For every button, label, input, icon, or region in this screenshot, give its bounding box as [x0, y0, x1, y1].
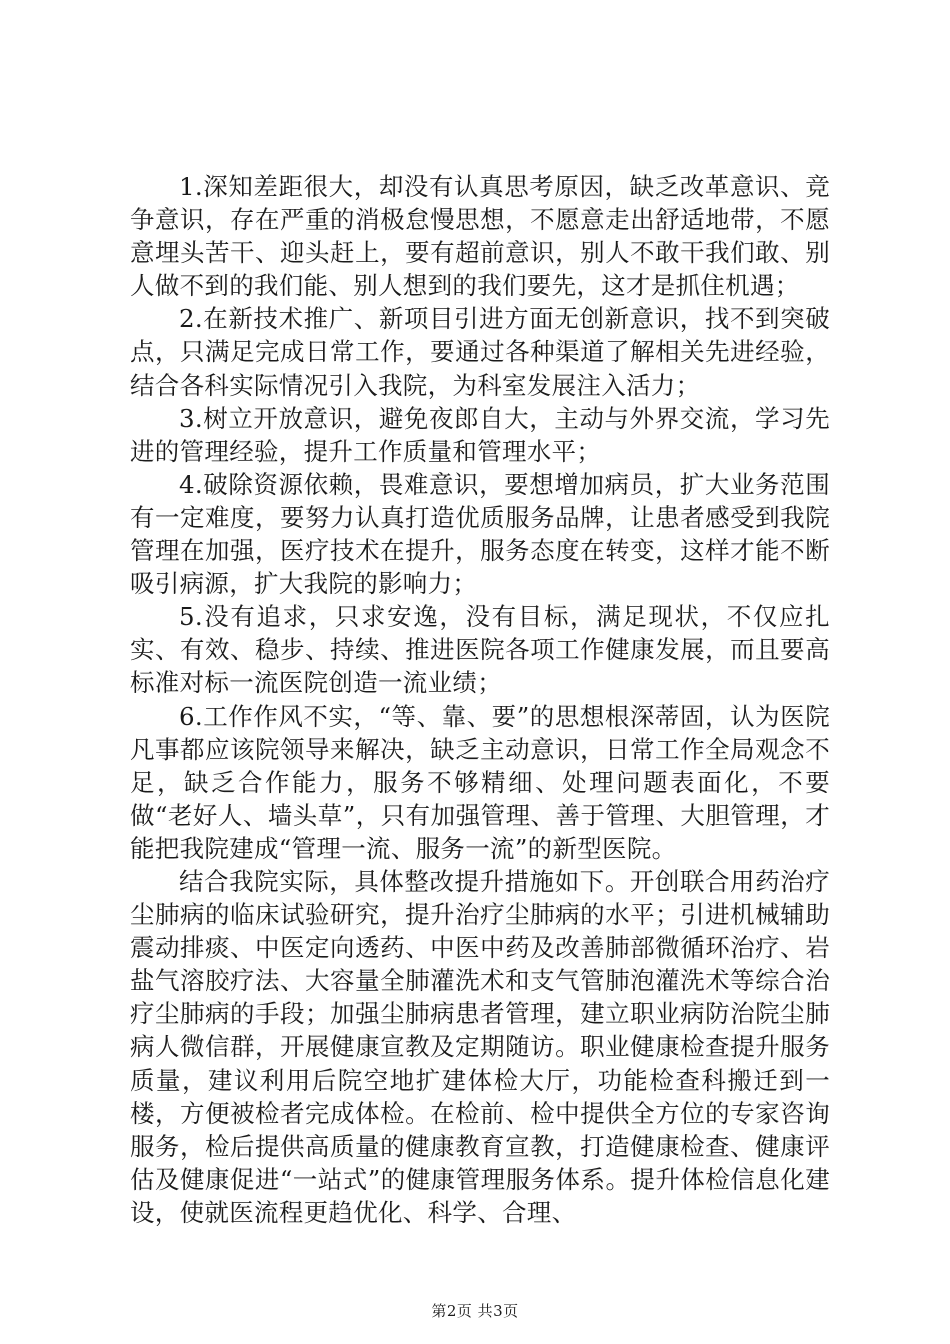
paragraph-2: 2.在新技术推广、新项目引进方面无创新意识，找不到突破点，只满足完成日常工作，要通过各种渠道了解相关先进经验，结合各科实际情况引入我院，为科室发展注入活力；	[130, 304, 830, 400]
document-body	[130, 170, 830, 1229]
paragraph-5: 5.没有追求，只求安逸，没有目标，满足现状，不仅应扎实、有效、稳步、持续、推进医院各项工作健康发展，而且要高标准对标一流医院创造一流业绩；	[130, 602, 830, 698]
paragraph-6: 6.工作作风不实，“等、靠、要”的思想根深蒂固，认为医院凡事都应该院领导来解决，缺乏主动意识，日常工作全局观念不足，缺乏合作能力，服务不够精细、处理问题表面化，不要做“老好人、墙头草”，只有加强管理、善于管理、大胆管理，才能把我院建成“管理一流、服务一流”的新型医院。	[130, 701, 830, 863]
paragraph-4: 4.破除资源依赖，畏难意识，要想增加病员，扩大业务范围有一定难度，要努力认真打造优质服务品牌，让患者感受到我院管理在加强，医疗技术在提升，服务态度在转变，这样才能不断吸引病源，扩大我院的影响力；	[130, 469, 830, 599]
paragraph-3: 3.树立开放意识，避免夜郎自大，主动与外界交流，学习先进的管理经验，提升工作质量和管理水平；	[130, 403, 830, 466]
page-number-footer: 第2页 共3页	[431, 1302, 519, 1320]
paragraph-7: 结合我院实际，具体整改提升措施如下。开创联合用药治疗尘肺病的临床试验研究，提升治疗尘肺病的水平；引进机械辅助震动排痰、中医定向透药、中医中药及改善肺部微循环治疗、岩盐气溶胶疗法、大容量全肺灌洗术和支气管肺泡灌洗术等综合治疗尘肺病的手段；加强尘肺病患者管理，建立职业病防治院尘肺病人微信群，开展健康宣教及定期随访。职业健康检查提升服务质量，建议利用后院空地扩建体检大厅，功能检查科搬迁到一楼，方便被检者完成体检。在检前、检中提供全方位的专家咨询服务，检后提供高质量的健康教育宣教，打造健康检查、健康评估及健康促进“一站式”的健康管理服务体系。提升体检信息化建设，使就医流程更趋优化、科学、合理、	[130, 866, 830, 1227]
paragraph-1: 1.深知差距很大，却没有认真思考原因，缺乏改革意识、竞争意识，存在严重的消极怠慢思想，不愿意走出舒适地带，不愿意埋头苦干、迎头赶上，要有超前意识，别人不敢干我们敢、别人做不到的我们能、别人想到的我们要先，这才是抓住机遇；	[130, 172, 830, 301]
